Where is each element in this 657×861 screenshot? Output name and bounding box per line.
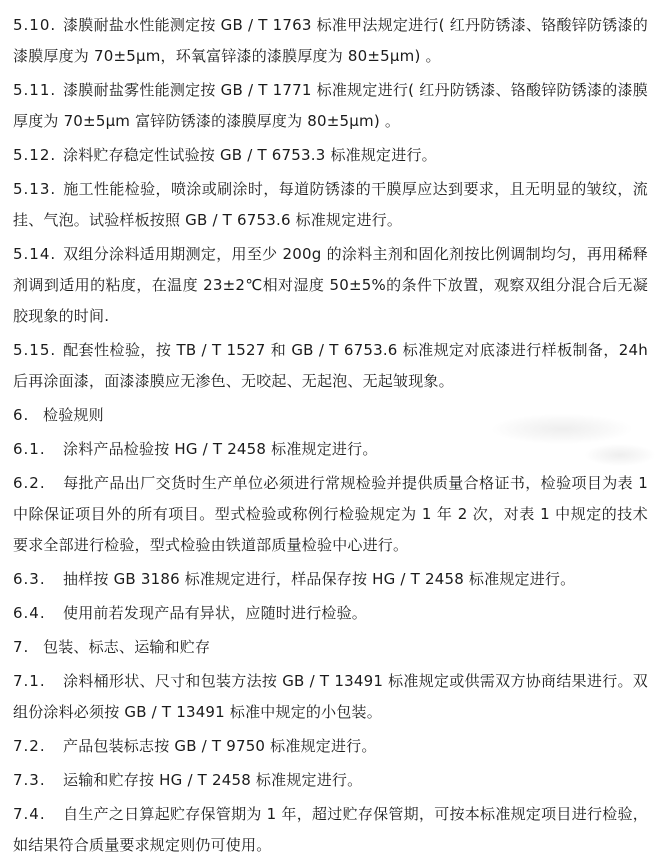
- clause-number: 5.10.: [13, 16, 57, 34]
- clause-5-12: [13, 140, 648, 171]
- section-number: 6.: [13, 406, 30, 424]
- clause-text: 使用前若发现产品有异状，应随时进行检验。: [63, 604, 368, 622]
- clause-number: 7.2.: [13, 737, 46, 755]
- clause-6-3: [13, 564, 648, 595]
- clause-7-2: [13, 731, 648, 762]
- section-7-heading: [13, 632, 648, 663]
- clause-text: 涂料贮存稳定性试验按 GB / T 6753.3 标准规定进行。: [63, 146, 437, 164]
- clause-5-14: [13, 239, 648, 332]
- clause-text: 产品包装标志按 GB / T 9750 标准规定进行。: [63, 737, 377, 755]
- clause-number: 7.1.: [13, 672, 46, 690]
- clause-number: 6.3.: [13, 570, 46, 588]
- clause-text: 运输和贮存按 HG / T 2458 标准规定进行。: [63, 771, 363, 789]
- clause-number: 5.14.: [13, 245, 57, 263]
- clause-number: 6.2.: [13, 474, 46, 492]
- clause-6-4: [13, 598, 648, 629]
- clause-6-1: [13, 434, 648, 465]
- clause-7-4: [13, 799, 648, 861]
- clause-5-13: [13, 174, 648, 236]
- clause-number: 5.11.: [13, 81, 57, 99]
- clause-number: 7.4.: [13, 805, 46, 823]
- section-title: 检验规则: [43, 406, 104, 424]
- clause-6-2: [13, 468, 648, 561]
- section-6-heading: [13, 400, 648, 431]
- clause-text: 每批产品出厂交货时生产单位必须进行常规检验并提供质量合格证书，检验项目为表 1 中除保证项目外的所有项目。型式检验或称例行检验规定为 1 年 2 次，对表 1 中规定的技术要求全部进行检验，型式检验由铁道部质量检验中心进行。: [13, 474, 648, 554]
- clause-number: 5.15.: [13, 341, 57, 359]
- clause-text: 自生产之日算起贮存保管期为 1 年，超过贮存保管期，可按本标准规定项目进行检验，如结果符合质量要求规定则仍可使用。: [13, 805, 648, 854]
- clause-5-15: [13, 335, 648, 397]
- clause-number: 5.12.: [13, 146, 57, 164]
- clause-text: 涂料桶形状、尺寸和包装方法按 GB / T 13491 标准规定或供需双方协商结果进行。双组份涂料必须按 GB / T 13491 标准中规定的小包装。: [13, 672, 648, 721]
- clause-number: 6.1.: [13, 440, 46, 458]
- clause-text: 双组分涂料适用期测定，用至少 200g 的涂料主剂和固化剂按比例调制均匀，再用稀释剂调到适用的粘度，在温度 23±2℃相对湿度 50±5%的条件下放置，观察双组分混合后无凝胶现象的时间.: [13, 245, 648, 325]
- clause-text: 配套性检验，按 TB / T 1527 和 GB / T 6753.6 标准规定对底漆进行样板制备，24h 后再涂面漆，面漆漆膜应无渗色、无咬起、无起泡、无起皱现象。: [13, 341, 648, 390]
- section-title: 包装、标志、运输和贮存: [43, 638, 211, 656]
- clause-5-11: [13, 75, 648, 137]
- section-number: 7.: [13, 638, 30, 656]
- clause-7-3: [13, 765, 648, 796]
- clause-number: 5.13.: [13, 180, 57, 198]
- clause-number: 7.3.: [13, 771, 46, 789]
- clause-text: 漆膜耐盐水性能测定按 GB / T 1763 标准甲法规定进行( 红丹防锈漆、铬酸锌防锈漆的漆膜厚度为 70±5μm，环氧富锌漆的漆膜厚度为 80±5μm) 。: [13, 16, 648, 65]
- clause-text: 施工性能检验，喷涂或刷涂时，每道防锈漆的干膜厚应达到要求，且无明显的皱纹，流挂、气泡。试验样板按照 GB / T 6753.6 标准规定进行。: [13, 180, 648, 229]
- clause-text: 抽样按 GB 3186 标准规定进行，样品保存按 HG / T 2458 标准规定进行。: [63, 570, 576, 588]
- clause-text: 漆膜耐盐雾性能测定按 GB / T 1771 标准规定进行( 红丹防锈漆、铬酸锌防锈漆的漆膜厚度为 70±5μm 富锌防锈漆的漆膜厚度为 80±5μm) 。: [13, 81, 648, 130]
- clause-7-1: [13, 666, 648, 728]
- clause-number: 6.4.: [13, 604, 46, 622]
- clause-5-10: [13, 10, 648, 72]
- clause-text: 涂料产品检验按 HG / T 2458 标准规定进行。: [63, 440, 378, 458]
